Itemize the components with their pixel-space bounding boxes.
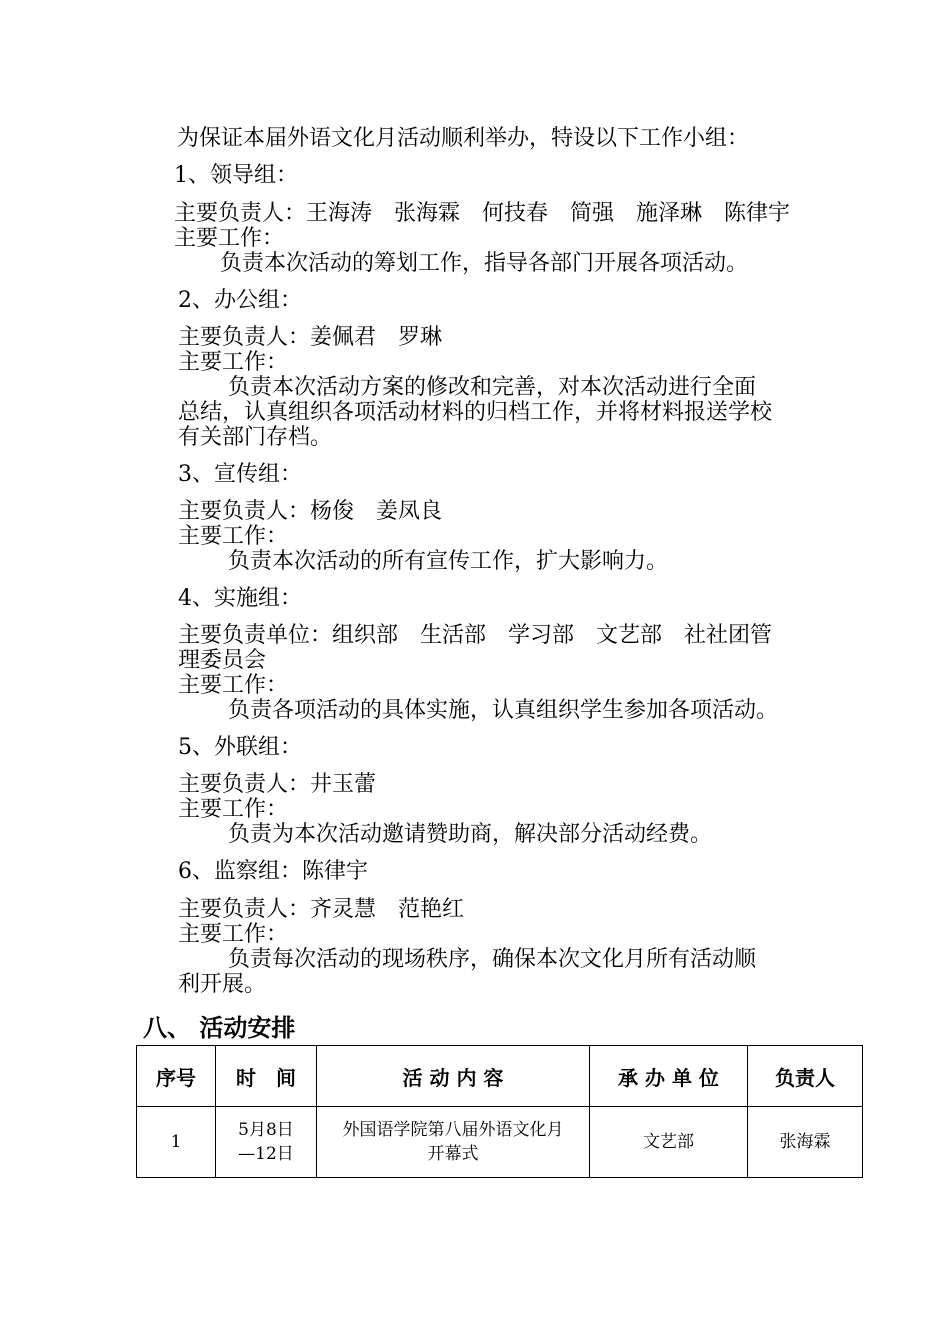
header-organizer: 承 办 单 位	[590, 1046, 748, 1107]
group-2-title: 2、办公组：	[178, 288, 302, 313]
group-2-responsible: 主要负责人：姜佩君 罗琳	[178, 325, 443, 350]
group-6-work-label: 主要工作：	[178, 922, 289, 947]
section-8-heading: 八、 活动安排	[143, 1014, 296, 1042]
group-4-work-line: 负责各项活动的具体实施，认真组织学生参加各项活动。	[228, 698, 779, 723]
group-1-title: 1、领导组：	[174, 163, 298, 188]
cell-time-line: —12日	[238, 1144, 294, 1164]
header-content: 活 动 内 容	[317, 1046, 590, 1107]
group-6-title: 6、监察组：陈律宇	[178, 859, 368, 884]
header-time: 时 间	[216, 1046, 317, 1107]
header-no: 序号	[137, 1046, 216, 1107]
group-3-work-line: 负责本次活动的所有宣传工作，扩大影响力。	[228, 549, 669, 574]
group-6-responsible: 主要负责人：齐灵慧 范艳红	[178, 897, 465, 922]
group-5-work-label: 主要工作：	[178, 797, 289, 822]
group-2-work-line: 有关部门存档。	[178, 425, 333, 450]
group-2-work-label: 主要工作：	[178, 350, 289, 375]
cell-organizer: 文艺部	[590, 1107, 748, 1178]
group-4-responsible-line: 理委员会	[178, 648, 267, 673]
cell-content-line: 开幕式	[427, 1144, 479, 1164]
group-5-work-line: 负责为本次活动邀请赞助商，解决部分活动经费。	[228, 822, 713, 847]
group-3-responsible: 主要负责人：杨俊 姜凤良	[178, 499, 443, 524]
cell-time-line: 5月8日	[238, 1120, 294, 1140]
intro-text: 为保证本届外语文化月活动顺利举办，特设以下工作小组：	[177, 126, 750, 151]
group-1-work-line: 负责本次活动的筹划工作，指导各部门开展各项活动。	[220, 251, 749, 276]
table-header-row	[137, 1046, 863, 1107]
table-row	[137, 1107, 863, 1178]
group-4-title: 4、实施组：	[178, 586, 302, 611]
group-4-work-label: 主要工作：	[178, 673, 289, 698]
cell-no: 1	[137, 1107, 216, 1178]
group-6-work-line: 利开展。	[178, 972, 267, 997]
schedule-table	[136, 1045, 863, 1178]
header-person: 负责人	[748, 1046, 863, 1107]
group-2-work-line: 负责本次活动方案的修改和完善，对本次活动进行全面	[228, 375, 757, 400]
cell-time	[216, 1107, 317, 1178]
group-1-responsible: 主要负责人：王海涛 张海霖 何技春 简强 施泽琳 陈律宇	[174, 201, 791, 226]
group-2-work-line: 总结，认真组织各项活动材料的归档工作，并将材料报送学校	[178, 400, 773, 425]
group-6-work-line: 负责每次活动的现场秩序，确保本次文化月所有活动顺	[228, 947, 757, 972]
cell-content	[317, 1107, 590, 1178]
group-4-responsible-line: 主要负责单位：组织部 生活部 学习部 文艺部 社社团管	[178, 623, 773, 648]
group-3-work-label: 主要工作：	[178, 524, 289, 549]
cell-person: 张海霖	[748, 1107, 863, 1178]
group-3-title: 3、宣传组：	[178, 462, 302, 487]
group-1-work-label: 主要工作：	[174, 226, 285, 251]
cell-content-line: 外国语学院第八届外语文化月	[342, 1120, 564, 1140]
group-5-responsible: 主要负责人：井玉蕾	[178, 772, 377, 797]
group-5-title: 5、外联组：	[178, 735, 302, 760]
